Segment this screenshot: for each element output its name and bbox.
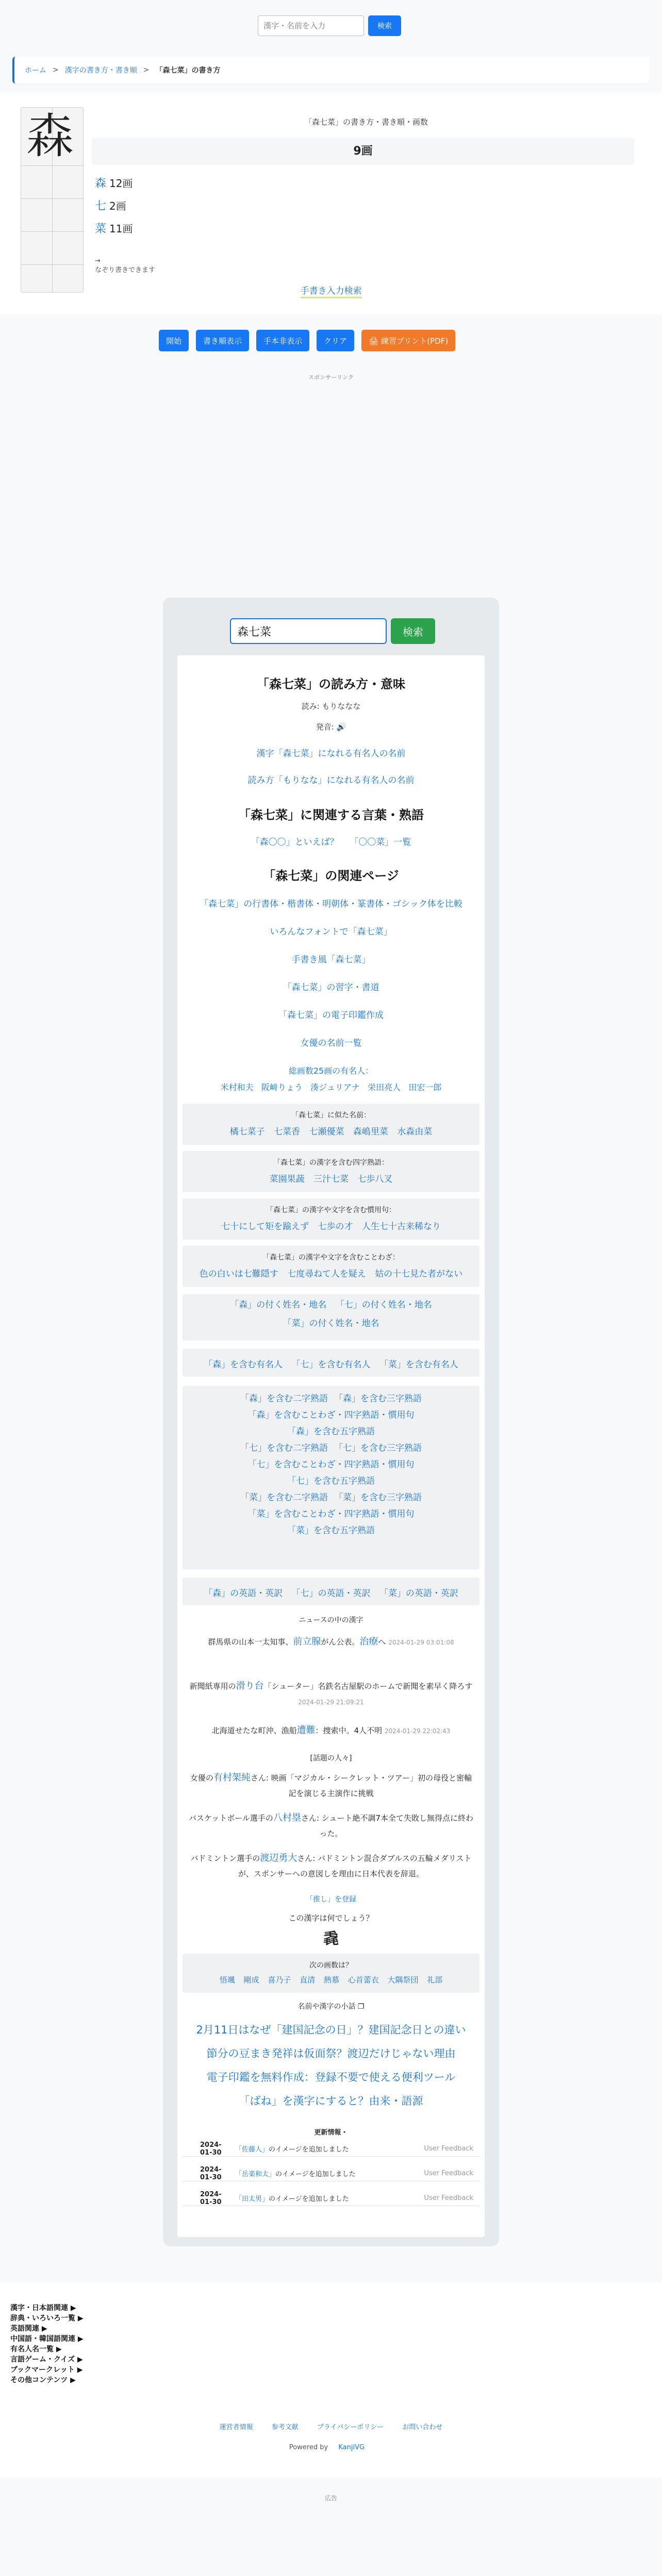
footer-link[interactable]: 運営者情報: [219, 2424, 253, 2431]
famous-link[interactable]: 「森」を含む有名人: [204, 1360, 283, 1370]
kanji-glyph: 森: [26, 109, 74, 164]
hero-section: [0, 93, 662, 314]
quiz-title: この漢字は何でしょう？: [288, 1913, 374, 1923]
component-row: [95, 171, 133, 194]
place-link[interactable]: 「七」の付く姓名・地名: [335, 1300, 432, 1310]
news-kanji-link[interactable]: 治療: [359, 1636, 378, 1647]
quiz-glyph[interactable]: 毳: [323, 1930, 339, 1948]
next-strokes-box: [183, 1954, 479, 1993]
jukugo-link[interactable]: 「森」を含む三字熟語: [334, 1394, 422, 1404]
jukugo-link[interactable]: 「七」を含む三字熟語: [334, 1443, 422, 1453]
similar-names-box: [183, 1104, 479, 1145]
jukugo-link[interactable]: 「菜」を含むことわざ・四字熟語・慣用句: [247, 1509, 415, 1519]
next-name-link[interactable]: 悟颯: [219, 1975, 235, 1985]
person-link[interactable]: 有村架純: [213, 1772, 251, 1783]
similar-name-link[interactable]: 水森由菜: [397, 1127, 433, 1137]
page-link[interactable]: いろんなフォントで「森七菜」: [270, 927, 392, 937]
update-row: [183, 2166, 479, 2181]
component-link[interactable]: 森: [95, 177, 107, 190]
related-link[interactable]: 「〇〇菜」一覧: [350, 837, 411, 848]
name-link[interactable]: 阪﨑りょう: [261, 1082, 303, 1092]
footer-link[interactable]: 参考文献: [271, 2424, 299, 2431]
update-source: User Feedback: [424, 2170, 473, 2177]
component-row: [95, 216, 133, 239]
reading-text: 読み: もりななな: [301, 702, 361, 711]
next-name-link[interactable]: 心首蕾衣: [347, 1975, 379, 1985]
news-item: [187, 1723, 475, 1739]
grid-cell: [21, 165, 83, 198]
next-name-link[interactable]: 直清: [300, 1975, 316, 1985]
people-item: [187, 1810, 475, 1841]
pages-title: 「森七菜」の関連ページ: [263, 869, 399, 883]
hero-title: 「森七菜」の書き方・書き順・画数: [304, 117, 428, 127]
content-card: [177, 655, 485, 2237]
update-text: のイメージを追加しました: [269, 2195, 349, 2203]
famous-reading-link[interactable]: 読み方「もりなな」になれる有名人の名前: [247, 775, 415, 786]
related-title: 「森七菜」に関連する言葉・熟語: [238, 808, 424, 822]
trace-note-text: なぞり書きできます: [95, 266, 156, 274]
footer-menu-item[interactable]: 中国語・韓国語関連 ▶: [10, 2335, 84, 2343]
update-source: User Feedback: [424, 2145, 473, 2153]
footer-menu-item[interactable]: 辞典・いろいろ一覧 ▶: [10, 2314, 84, 2323]
box-label: 次の画数は？: [309, 1961, 353, 1970]
box-label: 「森七菜」に似た名前：: [291, 1111, 371, 1120]
famous-box: [183, 1349, 479, 1377]
people-title: [話題の人々]: [310, 1754, 352, 1762]
next-name-link[interactable]: 熱慕: [323, 1975, 339, 1985]
trivia-link[interactable]: 電子印鑑を無料作成：登録不要で使える便利ツール: [206, 2071, 456, 2083]
show-order-button[interactable]: 書き順表示: [196, 330, 249, 351]
jukugo-link[interactable]: 「菜」を含む三字熟語: [334, 1493, 422, 1503]
yoji-link[interactable]: 七歩八叉: [357, 1174, 393, 1184]
proverb-link[interactable]: 七十にして矩を踰えず: [221, 1222, 309, 1232]
yoji-link[interactable]: 三汁七菜: [313, 1174, 349, 1184]
similar-name-link[interactable]: 七瀬優菜: [309, 1127, 344, 1137]
news-timestamp: 2024-01-29 22:02:43: [384, 1727, 451, 1735]
update-date: 2024-01-30: [200, 2141, 222, 2157]
english-box: [183, 1578, 479, 1605]
component-link[interactable]: 七: [95, 199, 107, 213]
stroke-count: 9画: [92, 138, 634, 165]
people-text: バドミントン選手の: [190, 1854, 260, 1863]
people-text: さん: バドミントン混合ダブルスの五輪メダリストが、スポンサーへの意図しを理由に日本代表を辞退。: [238, 1854, 472, 1878]
breadcrumb-sep: >: [53, 66, 59, 74]
powered-by-label: Powered by: [289, 2444, 328, 2451]
breadcrumb-home[interactable]: ホーム: [25, 66, 46, 75]
news-text: 「シューター」名鉄名古屋駅のホームで新聞を素早く降ろす: [263, 1682, 473, 1691]
news-text: がん公表。: [321, 1637, 360, 1647]
trivia-link[interactable]: 節分の豆まき発祥は仮面祭？渡辺だけじゃない理由: [206, 2047, 456, 2060]
jukugo-link[interactable]: 「菜」を含む二字熟語: [240, 1493, 328, 1503]
similar-name-link[interactable]: 森嶋里菜: [353, 1127, 388, 1137]
english-link[interactable]: 「森」の英語・英訳: [204, 1588, 283, 1599]
footer-bottom: [0, 2421, 662, 2451]
clear-button[interactable]: クリア: [317, 330, 354, 351]
people-item: [187, 1770, 475, 1801]
search-button[interactable]: 検索: [368, 15, 401, 36]
next-name-link[interactable]: 喜乃子: [268, 1975, 291, 1985]
hide-model-button[interactable]: 手本非表示: [256, 330, 309, 351]
update-text: のイメージを追加しました: [269, 2146, 349, 2154]
next-name-link[interactable]: 礼部: [427, 1975, 443, 1985]
yoji-link[interactable]: 菜園果蔬: [269, 1174, 305, 1184]
update-link[interactable]: 「佐藤人」: [235, 2146, 269, 2154]
arrow-left-icon: →: [95, 257, 101, 265]
handwriting-link-wrap: [0, 283, 662, 296]
news-item: [187, 1679, 475, 1710]
news-kanji-link[interactable]: 前立腺: [293, 1636, 321, 1647]
news-kanji-link[interactable]: 遭難: [296, 1725, 316, 1736]
reading-title: 「森七菜」の読み方・意味: [257, 677, 405, 691]
footer-menu-item[interactable]: その他コンテンツ ▶: [10, 2376, 76, 2384]
news-text: 群馬県の山本一太知事、: [208, 1637, 293, 1647]
footer-menu: [10, 2303, 84, 2385]
news-timestamp: 2024-01-29 03:01:08: [388, 1639, 454, 1646]
sponsor-label: スポンサーリンク: [308, 374, 354, 381]
proverb-link[interactable]: 七歩の才: [318, 1222, 353, 1232]
grid-cell: [21, 198, 83, 231]
header-search: [258, 15, 401, 36]
pronounce-label: 発音:: [316, 722, 334, 732]
total-strokes-label: 総画数25画の有名人：: [288, 1066, 374, 1076]
english-link[interactable]: 「七」の英語・英訳: [291, 1588, 371, 1599]
news-text: 新聞紙専用の: [189, 1682, 236, 1691]
footer-menu-item[interactable]: 英語関連 ▶: [10, 2325, 47, 2333]
trace-note: [95, 257, 155, 275]
place-names-box: [183, 1294, 479, 1341]
proverb-link[interactable]: 人生七十古来稀なり: [361, 1222, 441, 1232]
people-text: さん: 映画「マジカル・シークレット・ツアー」初の母役と密輸記を演じる主演作に挑戦: [250, 1773, 472, 1798]
page-link[interactable]: 「森七菜」の習字・書道: [283, 982, 379, 993]
breadcrumb-sep: >: [143, 66, 150, 74]
update-row: [183, 2191, 479, 2206]
updates-title: 更新情報・: [314, 2129, 348, 2137]
footer-menu-item[interactable]: ブックマークレット ▶: [10, 2366, 83, 2374]
kotowaza-link[interactable]: 色の白いは七難隠す: [199, 1269, 278, 1279]
box-label: 「森七菜」の漢字や文字を含むことわざ：: [262, 1253, 400, 1262]
component-count: 11画: [109, 222, 133, 235]
people-text: 女優の: [190, 1773, 213, 1783]
name-link[interactable]: 田宏一郎: [408, 1082, 442, 1092]
breadcrumb-mid[interactable]: 漢字の書き方・書き順: [64, 66, 137, 75]
news-timestamp: 2024-01-29 21:09:21: [298, 1699, 364, 1706]
component-link[interactable]: 菜: [95, 222, 107, 235]
box-label: 「森七菜」の漢字を含む四字熟語：: [273, 1159, 389, 1167]
footer-menu-item[interactable]: 有名人名一覧 ▶: [10, 2345, 62, 2353]
component-count: 2画: [109, 199, 126, 212]
name-link[interactable]: 栄田亮人: [368, 1082, 401, 1092]
jukugo-link[interactable]: 「森」を含む二字熟語: [240, 1394, 328, 1404]
update-row: [183, 2141, 479, 2157]
stroke-canvas[interactable]: [21, 107, 84, 293]
panel-search-button[interactable]: 検索: [391, 618, 435, 644]
news-text: ：捜索中。4人不明: [315, 1726, 383, 1735]
trivia-link[interactable]: 2月11日はなぜ「建国記念の日」？建国記念日との違い: [196, 2024, 466, 2036]
jukugo-link[interactable]: 「菜」を含む五字熟語: [287, 1526, 375, 1536]
update-source: User Feedback: [424, 2194, 473, 2202]
breadcrumb-current: 「森七菜」の書き方: [155, 66, 221, 75]
pronounce-row: [177, 721, 485, 732]
jukugo-link[interactable]: 「七」を含む五字熟語: [287, 1476, 375, 1486]
similar-name-link[interactable]: 七菜香: [274, 1127, 301, 1137]
update-date: 2024-01-30: [200, 2190, 222, 2206]
footer-menu-item[interactable]: 言語ゲーム・クイズ ▶: [10, 2355, 83, 2364]
news-title: ニュースの中の漢字: [299, 1616, 363, 1624]
handwriting-search-link[interactable]: 手書き入力検索: [301, 286, 362, 298]
next-name-link[interactable]: 大隅祭団: [387, 1975, 419, 1985]
footer-link[interactable]: お問い合わせ: [402, 2424, 443, 2431]
people-item: [187, 1851, 475, 1882]
jukugo-link[interactable]: 「七」を含むことわざ・四字熟語・慣用句: [247, 1460, 415, 1470]
famous-kanji-link[interactable]: 漢字「森七菜」になれる有名人の名前: [256, 749, 406, 759]
update-date: 2024-01-30: [200, 2165, 222, 2181]
jukugo-link[interactable]: 「七」を含む二字熟語: [240, 1443, 328, 1453]
people-text: さん: シュート絶不調7本全て失敗し無得点に終わった。: [301, 1814, 474, 1838]
news-text: へ: [378, 1637, 386, 1647]
page-link[interactable]: 「森七菜」の電子印鑑作成: [278, 1010, 384, 1021]
search-input[interactable]: [258, 15, 364, 36]
news-kanji-link[interactable]: 滑り台: [236, 1681, 264, 1691]
breadcrumb: [12, 57, 650, 83]
news-item: [187, 1634, 475, 1650]
kanjivg-link[interactable]: KanjiVG: [338, 2444, 365, 2451]
panel-search-input[interactable]: [230, 618, 387, 644]
trivia-link[interactable]: 「ばね」を漢字にすると？由来・語源: [239, 2095, 423, 2107]
main-panel: [163, 598, 499, 2246]
next-name-link[interactable]: 剛成: [243, 1975, 259, 1985]
kotowaza-box: [183, 1246, 479, 1287]
page-link[interactable]: 女優の名前一覧: [300, 1038, 362, 1048]
component-list: [95, 171, 133, 239]
english-link[interactable]: 「菜」の英語・英訳: [379, 1588, 458, 1599]
people-text: バスケットボール選手の: [188, 1814, 273, 1823]
box-label: 「森七菜」の漢字や文字を含む慣用句：: [266, 1206, 396, 1214]
speaker-icon[interactable]: 🔊: [336, 722, 346, 732]
page-link[interactable]: 「森七菜」の行書体・楷書体・明朝体・篆書体・ゴシック体を比較: [200, 899, 462, 909]
jukugo-link[interactable]: 「森」を含むことわざ・四字熟語・慣用句: [247, 1410, 415, 1420]
person-link[interactable]: 八村塁: [273, 1812, 301, 1823]
stroke-controls: [159, 330, 455, 351]
similar-name-link[interactable]: 橘七菜子: [229, 1127, 265, 1137]
oshi-register-link[interactable]: 「推し」を登録: [306, 1895, 356, 1904]
proverb-box: [183, 1198, 479, 1240]
footer-link[interactable]: プライバシーポリシー: [317, 2424, 384, 2431]
panel-search: [230, 618, 435, 644]
kotowaza-link[interactable]: 七度尋ねて人を疑え: [287, 1269, 366, 1279]
place-link[interactable]: 「森」の付く姓名・地名: [230, 1300, 327, 1310]
place-link[interactable]: 「菜」の付く姓名・地名: [283, 1318, 379, 1329]
grid-cell: [21, 231, 83, 264]
yoji-box: [183, 1151, 479, 1192]
footer-menu-item[interactable]: 漢字・日本語関連 ▶: [10, 2304, 76, 2312]
related-link[interactable]: 「森〇〇」といえば？: [251, 837, 339, 848]
print-pdf-button[interactable]: 🖨 練習プリント(PDF): [361, 330, 455, 351]
kotowaza-link[interactable]: 姑の十七見た者がない: [375, 1269, 463, 1279]
component-row: [95, 194, 133, 216]
page-link[interactable]: 手書き風「森七菜」: [291, 955, 371, 965]
jukugo-box: [183, 1386, 479, 1569]
famous-link[interactable]: 「七」を含む有名人: [291, 1360, 371, 1370]
trivia-title: 名前や漢字の小話 ❐: [297, 2003, 365, 2011]
famous-link[interactable]: 「菜」を含む有名人: [379, 1360, 458, 1370]
update-text: のイメージを追加しました: [275, 2171, 356, 2178]
news-text: 北海道せたな町沖、漁船: [211, 1726, 297, 1735]
ad-label: 広告: [324, 2495, 337, 2502]
update-link[interactable]: 「田太男」: [235, 2195, 269, 2203]
person-link[interactable]: 渡辺勇大: [260, 1853, 297, 1863]
jukugo-link[interactable]: 「森」を含む五字熟語: [287, 1427, 375, 1437]
component-count: 12画: [109, 177, 133, 190]
name-link[interactable]: 米村和夫: [220, 1082, 254, 1092]
name-link[interactable]: 湊ジュリアナ: [310, 1082, 360, 1092]
start-button[interactable]: 開始: [159, 330, 189, 351]
update-link[interactable]: 「岳楽和太」: [235, 2171, 276, 2178]
